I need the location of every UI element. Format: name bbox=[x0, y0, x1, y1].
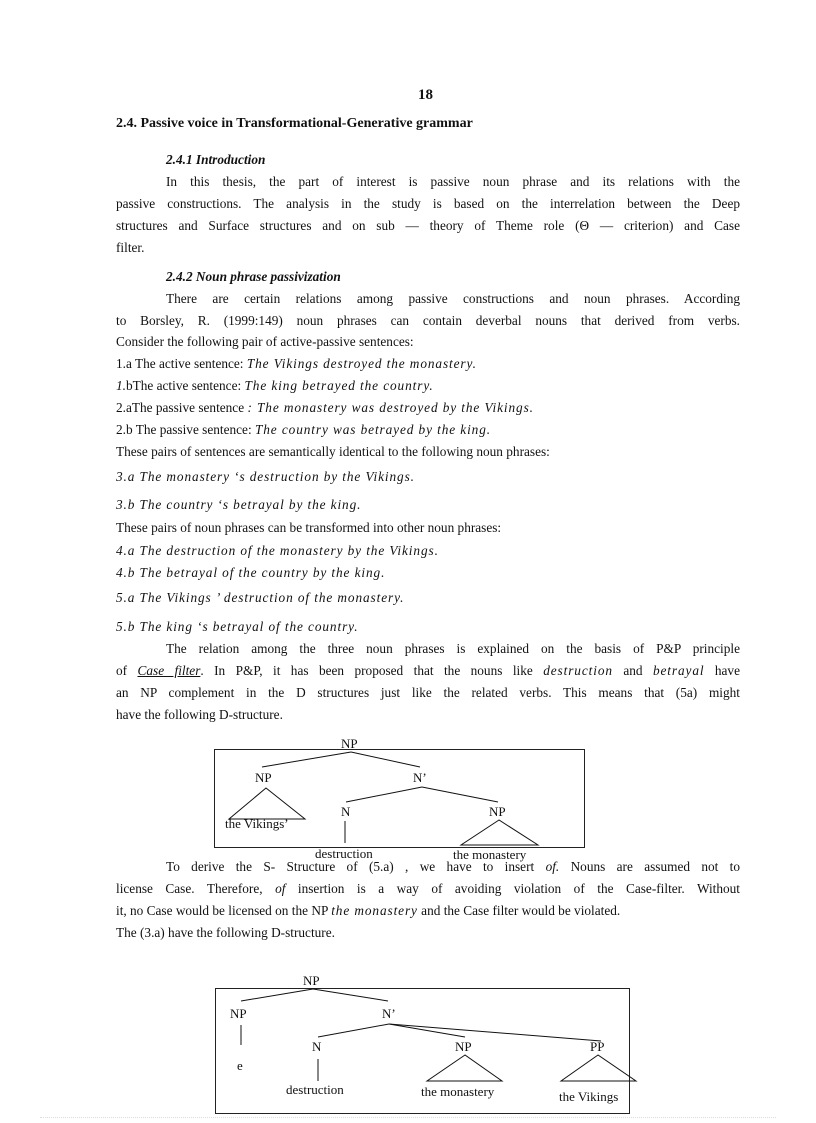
example-label: bThe active sentence: bbox=[125, 378, 245, 393]
text-run: . In P&P, it has been proposed that the nouns like bbox=[200, 663, 544, 678]
syntax-tree-1-svg bbox=[215, 736, 584, 870]
example-text: The country was betrayed by the king. bbox=[254, 422, 492, 437]
syntax-tree-2 bbox=[215, 973, 630, 1114]
tree1-root-label: NP bbox=[341, 736, 358, 751]
text-run: and the Case filter would be violated. bbox=[417, 903, 621, 918]
text-run: it, no Case would be licensed on the NP bbox=[116, 903, 332, 918]
italic-term: betrayal bbox=[652, 663, 705, 678]
paragraph-line: Consider the following pair of active-passive sentences: bbox=[116, 334, 414, 349]
tree2-np-label: NP bbox=[230, 1006, 247, 1021]
pairs-np-line: These pairs of noun phrases can be transformed into other noun phrases: bbox=[116, 520, 502, 535]
tree-edge bbox=[422, 787, 498, 802]
example-label: 1.a The active sentence: bbox=[116, 356, 247, 371]
paragraph-line: structures and Surface structures and on sub — theory of Theme role (Θ — criterion) and Case bbox=[116, 218, 740, 233]
tree-edge bbox=[351, 752, 420, 767]
tree1-np-label: NP bbox=[255, 770, 272, 785]
example-1b bbox=[116, 377, 434, 395]
example-5a: 5.a The Vikings ’ destruction of the monastery. bbox=[116, 590, 405, 605]
pairs-sentence-line: These pairs of sentences are semantically identical to the following noun phrases: bbox=[116, 444, 550, 459]
tree-triangle bbox=[561, 1055, 636, 1081]
example-text: : The monastery was destroyed by the Vikings. bbox=[247, 400, 534, 415]
tree-edge bbox=[389, 1024, 465, 1037]
paragraph-line bbox=[116, 902, 620, 920]
page-bottom-rule bbox=[40, 1117, 776, 1118]
tree-triangle bbox=[461, 820, 538, 845]
tree-edge bbox=[241, 989, 313, 1001]
paragraph-line bbox=[166, 858, 740, 876]
tree1-vikings-label: the Vikings’ bbox=[225, 816, 289, 831]
example-4a: 4.a The destruction of the monastery by the Vikings. bbox=[116, 543, 439, 558]
paragraph-line: There are certain relations among passive constructions and noun phrases. According bbox=[166, 291, 740, 306]
tree-edge bbox=[389, 1024, 601, 1041]
tree2-destruction-label: destruction bbox=[286, 1082, 344, 1097]
tree1-np2-label: NP bbox=[489, 804, 506, 819]
paragraph-line bbox=[116, 880, 740, 898]
example-2a bbox=[116, 399, 534, 417]
example-text: The king betrayed the country. bbox=[244, 378, 434, 393]
syntax-tree-2-svg bbox=[216, 973, 629, 1119]
tree-triangle bbox=[229, 788, 305, 819]
text-run: license Case. Therefore, bbox=[116, 881, 276, 896]
tree2-n-label: N bbox=[312, 1039, 322, 1054]
paragraph-line: an NP complement in the D structures just like the related verbs. This means that (5a) might bbox=[116, 685, 740, 700]
tree-triangle bbox=[427, 1055, 502, 1081]
text-run: have bbox=[704, 663, 740, 678]
case-filter-link[interactable]: Case filter bbox=[137, 663, 201, 678]
tree2-e-label: e bbox=[237, 1058, 243, 1073]
example-text: The Vikings destroyed the monastery. bbox=[246, 356, 477, 371]
paragraph-line: passive constructions. The analysis in the study is based on the interrelation between the Deep bbox=[116, 196, 740, 211]
tree2-np2-label: NP bbox=[455, 1039, 472, 1054]
text-run: of bbox=[116, 663, 138, 678]
page-number: 18 bbox=[418, 87, 433, 103]
example-label: 2.aThe passive sentence bbox=[116, 400, 248, 415]
paragraph-line: In this thesis, the part of interest is passive noun phrase and its relations with the bbox=[166, 174, 740, 189]
tree2-monastery-label: the monastery bbox=[421, 1084, 495, 1099]
example-2b bbox=[116, 421, 491, 439]
syntax-tree-1 bbox=[214, 736, 585, 862]
tree1-monastery-label: the monastery bbox=[453, 847, 527, 862]
tree2-pp-label: PP bbox=[590, 1039, 605, 1054]
tree2-root-label: NP bbox=[303, 973, 320, 988]
tree1-n-label: N bbox=[341, 804, 351, 819]
tree-edge bbox=[262, 752, 351, 767]
paragraph-line: The (3.a) have the following D-structure. bbox=[116, 925, 335, 940]
tree-edge bbox=[346, 787, 422, 802]
example-label: 2.b The passive sentence: bbox=[116, 422, 255, 437]
paragraph-line bbox=[116, 662, 740, 680]
section-title: Passive voice in Transformational-Generative grammar bbox=[140, 116, 473, 131]
text-run: Nouns are assumed not to bbox=[559, 859, 741, 874]
example-5b: 5.b The king ‘s betrayal of the country. bbox=[116, 619, 359, 634]
text-run: and bbox=[612, 663, 653, 678]
text-run: insertion is a way of avoiding violation of the Case-filter. Without bbox=[285, 881, 740, 896]
tree2-vikings-label: the Vikings bbox=[559, 1089, 619, 1104]
example-4b: 4.b The betrayal of the country by the king. bbox=[116, 565, 386, 580]
tree-edge bbox=[318, 1024, 389, 1037]
paragraph-line: to Borsley, R. (1999:149) noun phrases can contain deverbal nouns that derived from verbs. bbox=[116, 313, 740, 328]
tree2-nbar-label: N’ bbox=[382, 1006, 396, 1021]
example-number: 1. bbox=[116, 378, 126, 393]
italic-term: of bbox=[275, 881, 286, 896]
subsection-heading-introduction: 2.4.1 Introduction bbox=[166, 152, 266, 167]
paragraph-line: The relation among the three noun phrases is explained on the basis of P&P principle bbox=[166, 641, 740, 656]
example-1a bbox=[116, 355, 477, 373]
section-number: 2.4. bbox=[116, 116, 137, 131]
tree1-destruction-label: destruction bbox=[315, 846, 373, 861]
paragraph-line: have the following D-structure. bbox=[116, 707, 283, 722]
tree1-nbar-label: N’ bbox=[413, 770, 427, 785]
example-3b: 3.b The country ‘s betrayal by the king. bbox=[116, 497, 362, 512]
italic-term: destruction bbox=[543, 663, 613, 678]
example-3a: 3.a The monastery ‘s destruction by the Vikings. bbox=[116, 469, 415, 484]
paragraph-line: filter. bbox=[116, 240, 145, 255]
section-heading bbox=[116, 115, 473, 133]
text-run: To derive the S- Structure of (5.a) , we have to insert bbox=[166, 859, 546, 874]
italic-term: of. bbox=[545, 859, 560, 874]
italic-term: the monastery bbox=[331, 903, 418, 918]
tree-edge bbox=[313, 989, 388, 1001]
subsection-heading-passivization: 2.4.2 Noun phrase passivization bbox=[166, 269, 341, 284]
